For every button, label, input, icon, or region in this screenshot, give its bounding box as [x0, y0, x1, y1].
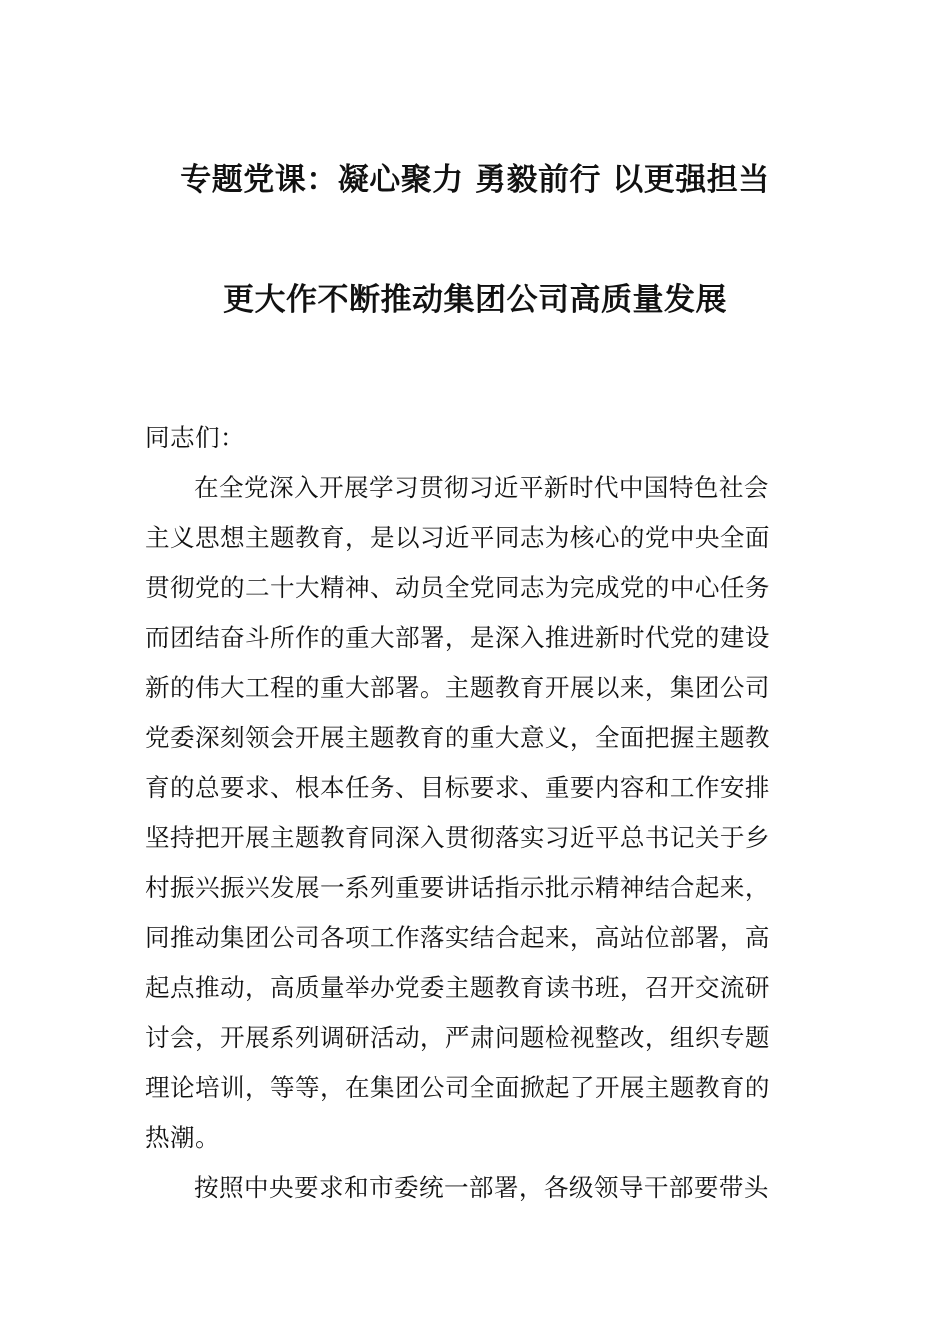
paragraph-1-line: 党委深刻领会开展主题教育的重大意义，全面把握主题教 — [145, 723, 770, 752]
document-title-line-1: 专题党课：凝心聚力 勇毅前行 以更强担当 — [180, 162, 770, 198]
paragraph-1-line: 育的总要求、根本任务、目标要求、重要内容和工作安排 — [145, 773, 770, 802]
paragraph-1-line: 理论培训，等等，在集团公司全面掀起了开展主题教育的 — [145, 1073, 770, 1102]
paragraph-1-line: 主义思想主题教育，是以习近平同志为核心的党中央全面 — [145, 523, 770, 552]
document-title-line-2: 更大作不断推动集团公司高质量发展 — [223, 282, 727, 318]
paragraph-1-line: 热潮。 — [145, 1123, 220, 1152]
paragraph-1-line: 在全党深入开展学习贯彻习近平新时代中国特色社会 — [194, 473, 769, 502]
paragraph-1-line: 起点推动，高质量举办党委主题教育读书班，召开交流研 — [145, 973, 770, 1002]
paragraph-1-line: 讨会，开展系列调研活动，严肃问题检视整改，组织专题 — [145, 1023, 770, 1052]
paragraph-1-line: 新的伟大工程的重大部署。主题教育开展以来，集团公司 — [145, 673, 770, 702]
paragraph-1-line: 同推动集团公司各项工作落实结合起来，高站位部署，高 — [145, 923, 770, 952]
paragraph-1-line: 坚持把开展主题教育同深入贯彻落实习近平总书记关于乡 — [145, 823, 770, 852]
paragraph-1-line: 村振兴振兴发展一系列重要讲话指示批示精神结合起来， — [145, 873, 770, 902]
paragraph-1-line: 贯彻党的二十大精神、动员全党同志为完成党的中心任务 — [145, 573, 770, 602]
paragraph-1-line: 而团结奋斗所作的重大部署，是深入推进新时代党的建设 — [145, 623, 770, 652]
paragraph-2-line: 按照中央要求和市委统一部署，各级领导干部要带头 — [194, 1173, 769, 1202]
salutation: 同志们： — [145, 423, 245, 452]
